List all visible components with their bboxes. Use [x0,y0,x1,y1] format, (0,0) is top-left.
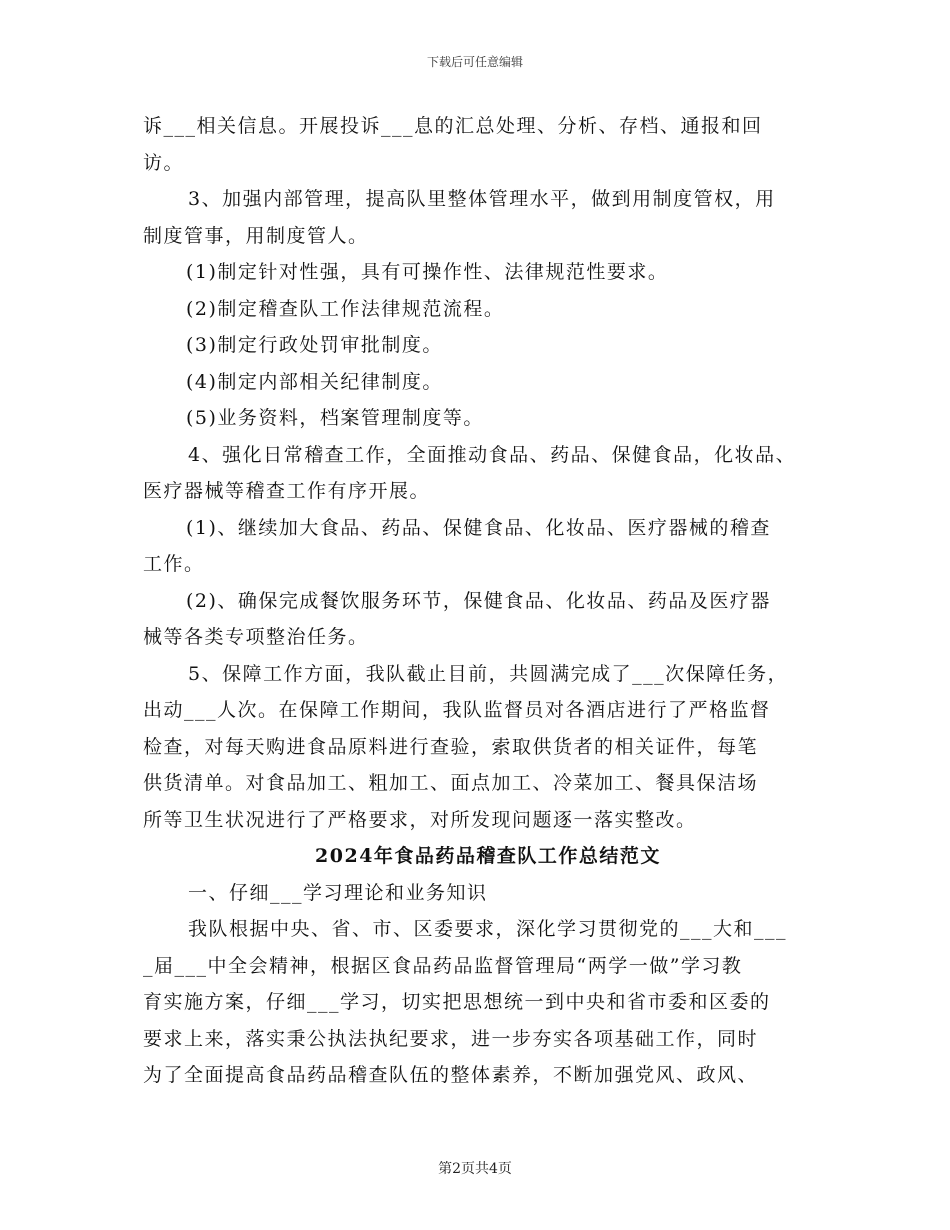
paragraph-line: 诉___相关信息。开展投诉___息的汇总处理、分析、存档、通报和回 [143,115,763,137]
list-item: (2)、确保完成餐饮服务环节，保健食品、化妆品、药品及医疗器 [186,589,771,612]
paragraph-line: 为了全面提高食品药品稽查队伍的整体素养，不断加强党风、政风、 [143,1064,759,1086]
paragraph-line: 访。 [143,151,185,174]
paragraph-line: 制度管事，用制度管人。 [143,224,369,247]
paragraph-line: 出动___人次。在保障工作期间，我队监督员对各酒店进行了严格监督 [143,699,771,721]
paragraph-line: 5、保障工作方面，我队截止目前，共圆满完成了___次保障任务， [188,662,789,685]
paragraph-line: 4、强化日常稽查工作，全面推动食品、药品、保健食品，化妆品、 [188,443,797,466]
page-number: 第2页共4页 [438,1161,512,1177]
header-note: 下载后可任意编辑 [426,55,523,69]
document-body [143,108,823,1094]
paragraph-line: _届___中全会精神，根据区食品药品监督管理局“两学一做”学习教 [143,954,743,977]
list-item: (3)制定行政处罚审批制度。 [186,334,443,356]
paragraph-line: 要求上来，落实秉公执法执纪要求，进一步夯实各项基础工作，同时 [143,1027,759,1050]
section-title: 2024年食品药品稽查队工作总结范文 [315,845,661,867]
paragraph-line: 工作。 [143,553,205,575]
list-item: (4)制定内部相关纪律制度。 [186,370,443,393]
list-item: (1)制定针对性强，具有可操作性、法律规范性要求。 [186,261,669,283]
list-item: (1)、继续加大食品、药品、保健食品、化妆品、医疗器械的稽查 [186,516,771,539]
paragraph-line: 检查，对每天购进食品原料进行查验，索取供货者的相关证件，每笔 [143,735,759,758]
paragraph-line: 3、加强内部管理，提高队里整体管理水平，做到用制度管权，用 [188,188,776,210]
paragraph-line: 械等各类专项整治任务。 [143,626,369,648]
paragraph-line: 供货清单。对食品加工、粗加工、面点加工、冷菜加工、餐具保洁场 [143,772,759,794]
paragraph-line: 医疗器械等稽查工作有序开展。 [143,480,431,502]
section-subheading: 一、仔细___学习理论和业务知识 [188,881,488,904]
paragraph-line: 所等卫生状况进行了严格要求，对所发现问题逐一落实整改。 [143,808,697,831]
list-item: (5)业务资料，档案管理制度等。 [186,407,484,429]
paragraph-line: 我队根据中央、省、市、区委要求，深化学习贯彻党的___大和___ [188,918,788,940]
paragraph-line: 育实施方案，仔细___学习，切实把思想统一到中央和省市委和区委的 [143,991,771,1013]
list-item: (2)制定稽查队工作法律规范流程。 [186,297,505,320]
